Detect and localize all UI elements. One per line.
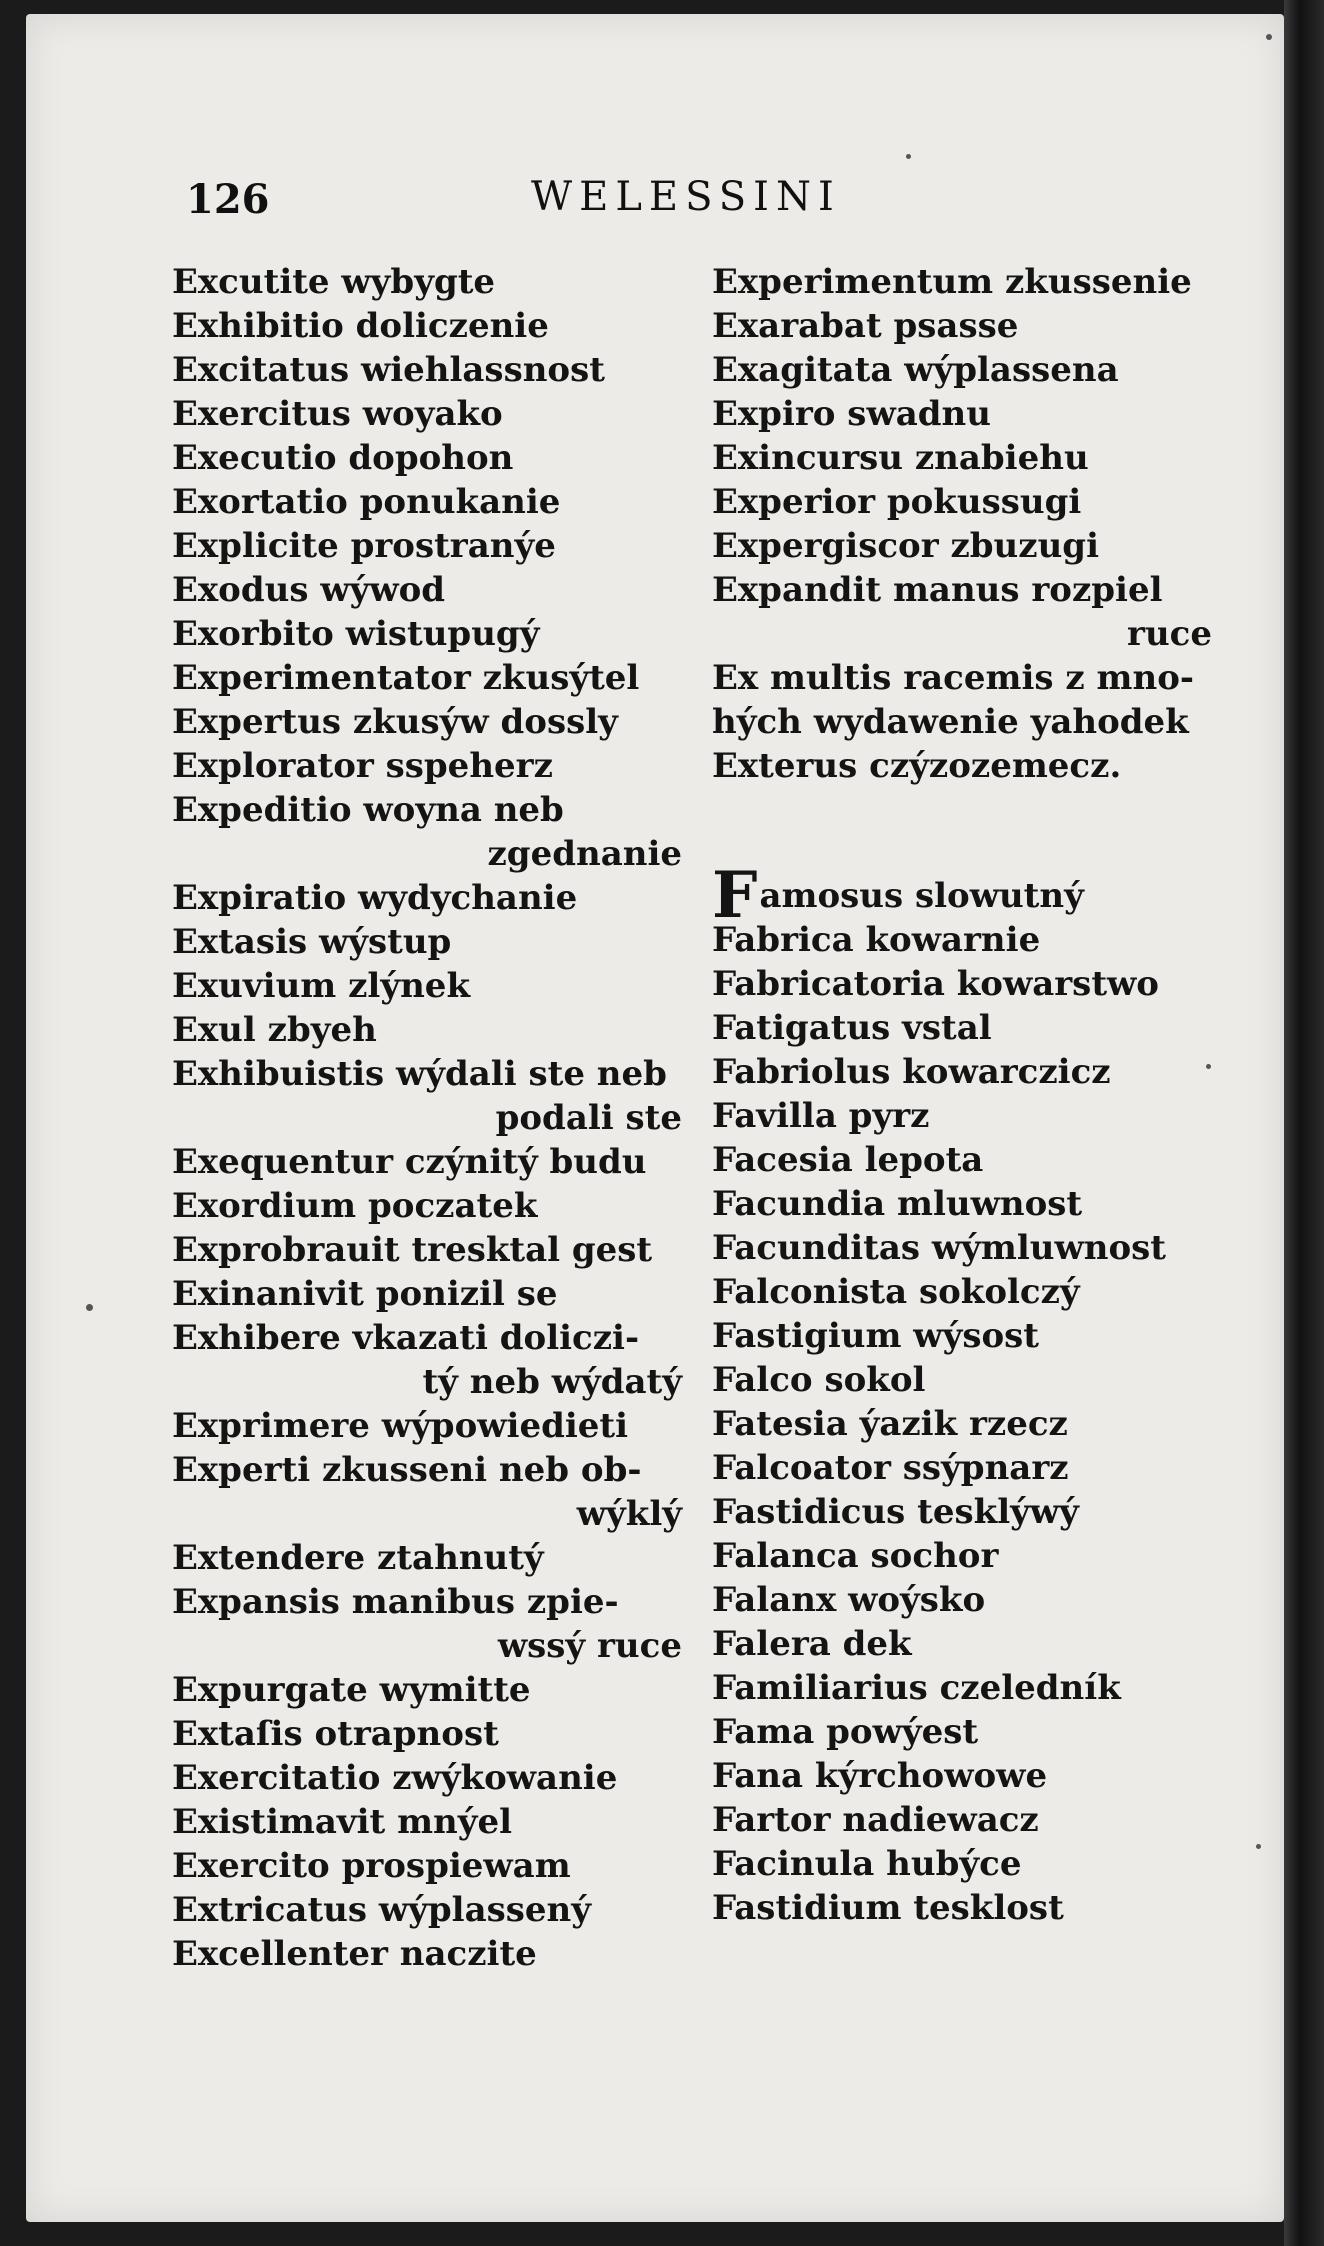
left-column [172,260,682,1976]
dictionary-entry: Exhibere vkazati doliczi- [172,1318,640,1358]
dictionary-entry: Explorator sspeherz [172,746,553,786]
dictionary-entry: Expertus zkusýw dossly [172,702,618,742]
dictionary-entry: Exuvium zlýnek [172,966,470,1006]
dictionary-entry: Facundia mluwnost [712,1184,1083,1224]
dictionary-entry: Exordium poczatek [172,1186,538,1226]
entry-continuation: zgednanie [487,834,682,874]
dictionary-entry: Fastidicus tesklýwý [712,1492,1079,1532]
dictionary-entry: Executio dopohon [172,438,514,478]
dictionary-entry: Extasis wýstup [172,922,452,962]
dictionary-entry: Expergiscor zbuzugi [712,526,1099,566]
dictionary-entry: Expeditio woyna neb [172,790,564,830]
dictionary-entry: Fama powýest [712,1712,979,1752]
dictionary-entry: Experior pokussugi [712,482,1082,522]
dictionary-entry: Expandit manus rozpiel [712,570,1163,610]
ink-speck [86,1304,93,1311]
dictionary-entry: Fabrica kowarnie [712,920,1041,960]
running-head: WELESSINI [531,174,841,220]
dictionary-entry: Exagitata wýplassena [712,350,1119,390]
dictionary-entry: Exodus wýwod [172,570,446,610]
dictionary-entry: Expansis manibus zpie- [172,1582,619,1622]
dictionary-entry: Expurgate wymitte [172,1670,531,1710]
dictionary-entry: Expiratio wydychanie [172,878,578,918]
dictionary-entry: Exincursu znabiehu [712,438,1089,478]
dictionary-entry: Exul zbyeh [172,1010,377,1050]
dictionary-entry: Fabricatoria kowarstwo [712,964,1159,1004]
dictionary-entry: Fastidium tesklost [712,1888,1064,1928]
dictionary-entry: Extaſis otrapnost [172,1714,499,1754]
right-column [712,260,1212,1930]
entry-continuation: podali ste [495,1098,682,1138]
dictionary-entry: Excutite wybygte [172,262,496,302]
f-section-first-entry [712,858,1212,933]
dictionary-entry: Explicite prostranýe [172,526,556,566]
dictionary-entry: Favilla pyrz [712,1096,930,1136]
dictionary-entry: Facunditas wýmluwnost [712,1228,1167,1268]
dictionary-entry: Exprimere wýpowiedieti [172,1406,629,1446]
entry-continuation: ruce [1127,614,1212,654]
dictionary-entry: hých wydawenie yahodek [712,702,1189,742]
dictionary-entry: Exercitus woyako [172,394,503,434]
dictionary-entry: Fatesia ýazik rzecz [712,1404,1068,1444]
book-page [26,14,1284,2222]
right-column-ex-section [712,260,1212,788]
dictionary-entry: Exinanivit ponizil se [172,1274,558,1314]
first-entry-rest: amosus slowutný [759,876,1084,916]
ink-speck [1266,34,1272,40]
dictionary-entry: Exorbito wistupugý [172,614,540,654]
drop-cap-initial: F [712,858,758,933]
dictionary-entry: Falcoator ssýpnarz [712,1448,1069,1488]
adjacent-page-edge [1284,0,1324,2246]
dictionary-entry: Fana kýrchowowe [712,1756,1048,1796]
entry-continuation: tý neb wýdatý [422,1362,682,1402]
dictionary-entry: Excitatus wiehlassnost [172,350,605,390]
dictionary-entry: Fastigium wýsost [712,1316,1039,1356]
dictionary-entry: Exprobrauit tresktal gest [172,1230,653,1270]
dictionary-entry: Experti zkusseni neb ob- [172,1450,642,1490]
page-number: 126 [186,176,270,223]
dictionary-entry: Exhibuistis wýdali ste neb [172,1054,667,1094]
dictionary-entry: Falanx woýsko [712,1580,986,1620]
dictionary-entry: Fartor nadiewacz [712,1800,1039,1840]
dictionary-entry: Existimavit mnýel [172,1802,513,1842]
section-gap [712,788,1212,874]
ink-speck [906,154,911,159]
dictionary-entry: Falco sokol [712,1360,926,1400]
dictionary-entry: Extricatus wýplassený [172,1890,591,1930]
dictionary-entry: Ex multis racemis z mno- [712,658,1195,698]
entry-continuation: wssý ruce [497,1626,682,1666]
dictionary-entry: Facinula hubýce [712,1844,1022,1884]
dictionary-entry: Familiarius czeledník [712,1668,1121,1708]
dictionary-entry: Exercito prospiewam [172,1846,571,1886]
dictionary-entry: Expiro swadnu [712,394,991,434]
dictionary-entry: Exequentur czýnitý budu [172,1142,647,1182]
dictionary-entry: Experimentator zkusýtel [172,658,640,698]
dictionary-entry: Fabriolus kowarczicz [712,1052,1111,1092]
right-column-f-section [712,918,1212,1930]
dictionary-entry: Excellenter naczite [172,1934,537,1974]
dictionary-entry: Falera dek [712,1624,912,1664]
dictionary-entry: Extendere ztahnutý [172,1538,544,1578]
dictionary-entry: Falconista sokolczý [712,1272,1080,1312]
dictionary-entry: Exarabat psasse [712,306,1019,346]
dictionary-entry: Exterus czýzozemecz. [712,746,1122,786]
dictionary-entry: Fatigatus vstal [712,1008,992,1048]
entry-continuation: wýklý [576,1494,682,1534]
dictionary-entry: Falanca sochor [712,1536,999,1576]
dictionary-entry: Facesia lepota [712,1140,984,1180]
dictionary-entry: Exortatio ponukanie [172,482,561,522]
dictionary-entry: Experimentum zkussenie [712,262,1192,302]
ink-speck [1206,1064,1211,1069]
dictionary-entry: Exhibitio doliczenie [172,306,549,346]
dictionary-entry: Exercitatio zwýkowanie [172,1758,618,1798]
ink-speck [1256,1844,1261,1849]
